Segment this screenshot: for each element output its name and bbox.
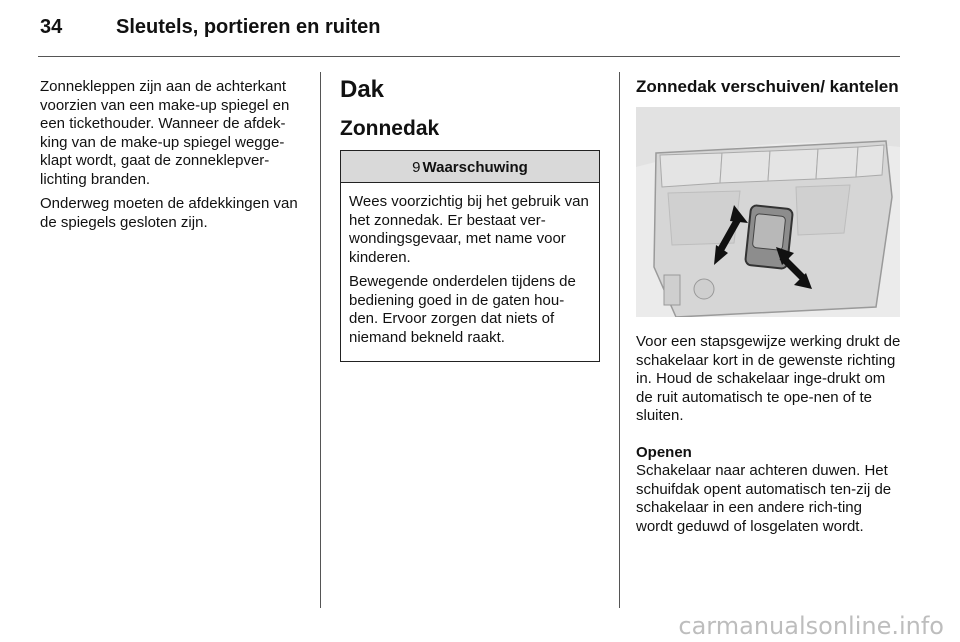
column-3	[636, 76, 902, 536]
sunroof-operation-title: Zonnedak verschuiven/ kantelen	[636, 77, 899, 96]
section-title: Dak	[340, 76, 385, 103]
page-number: 34	[40, 16, 63, 38]
watermark: carmanualsonline.info	[678, 612, 944, 640]
column-divider-right	[619, 72, 620, 608]
opening-heading: Openen	[636, 443, 692, 461]
sunroof-instructions: Voor een stapsgewijze werking drukt de schakelaar kort in de gewenste richting in. Houd de schakelaar inge-drukt om de ruit automatisch te ope-nen of te sluiten.	[636, 333, 901, 424]
opening-instructions: Schakelaar naar achteren duwen. Het schuifdak opent automatisch ten-zij de schakelaar in een andere rich-ting wordt geduwd of losgelaten wordt.	[636, 462, 892, 535]
subsection-title: Zonnedak	[340, 117, 440, 140]
warning-paragraph: Bewegende onderdelen tijdens de bediening goed in de gaten hou-den. Ervoor zorgen dat niets of niemand bekneld raakt.	[349, 273, 576, 346]
warning-box	[340, 150, 600, 362]
chapter-title: Sleutels, portieren en ruiten	[116, 16, 381, 38]
warning-paragraph: Wees voorzichtig bij het gebruik van het zonnedak. Er bestaat ver-wondingsgevaar, met name voor kinderen.	[349, 193, 589, 266]
column-2	[340, 76, 602, 362]
header-rule	[38, 56, 900, 57]
column-divider-left	[320, 72, 321, 608]
paragraph-sunvisor-mirror: Zonnekleppen zijn aan de achterkant voorzien van een make-up spiegel en een tickethouder. Wanneer de afdek-king van de make-up spiegel wegge-klapt wordt, gaat de zonneklepver-lichting branden.	[40, 78, 290, 188]
warning-body	[341, 183, 599, 361]
column-1	[40, 78, 306, 238]
warning-title: Waarschuwing	[422, 159, 528, 176]
warning-header	[341, 151, 599, 183]
sunroof-switch-illustration	[636, 107, 900, 317]
paragraph-mirror-covers: Onderweg moeten de afdekkingen van de spiegels gesloten zijn.	[40, 195, 298, 231]
warning-icon: 9	[412, 159, 421, 176]
